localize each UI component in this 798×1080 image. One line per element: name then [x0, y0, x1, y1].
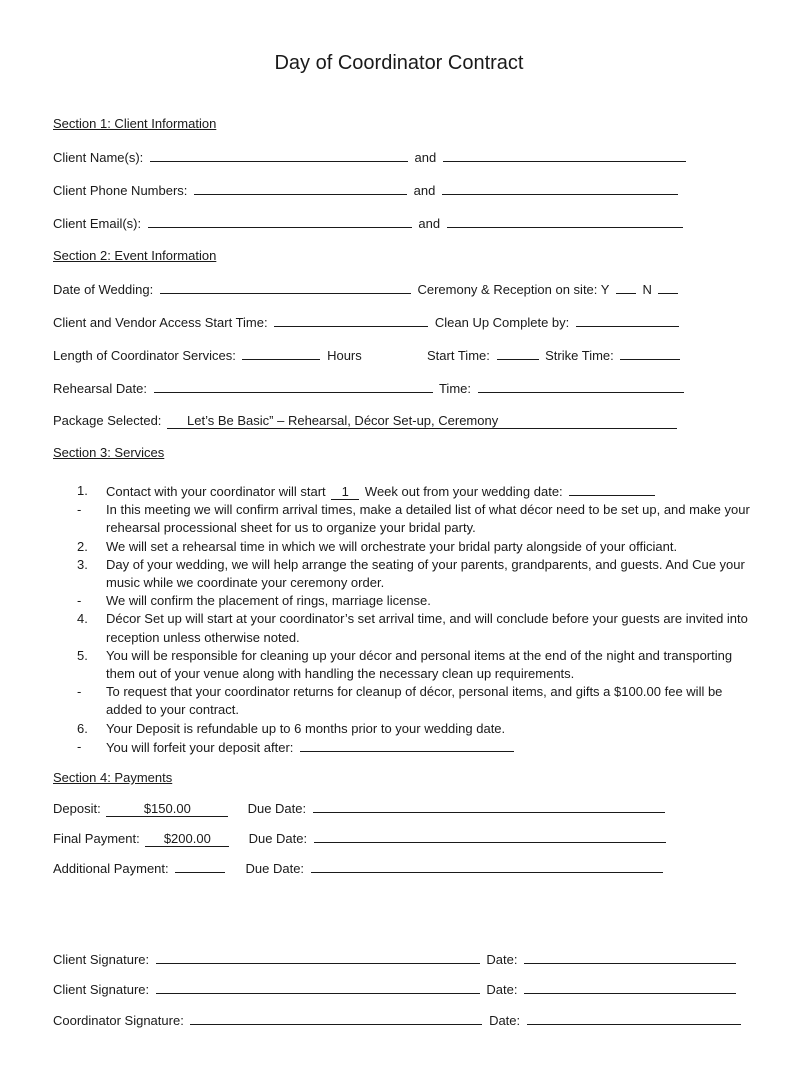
service-item: - We will confirm the placement of rings, marriage license.	[53, 592, 753, 610]
onsite-yes-field[interactable]	[616, 280, 636, 294]
date-label: Date:	[489, 1013, 521, 1028]
item-marker: 6.	[77, 720, 88, 736]
service-item: - In this meeting we will confirm arrival times, make a detailed list of what décor need to be set up, and make your rehearsal processional sheet for us to organize your bridal party.	[77, 502, 750, 536]
strike-time-label: Strike Time:	[545, 348, 614, 363]
date-label: Date:	[486, 982, 518, 997]
item-marker: -	[77, 738, 82, 754]
length-row	[53, 346, 683, 365]
cleanup-label: Clean Up Complete by:	[434, 315, 570, 330]
item-marker: -	[77, 502, 82, 518]
section4-heading: Section 4: Payments	[53, 770, 173, 785]
section3-heading: Section 3: Services	[53, 445, 165, 460]
wedding-date-field[interactable]	[160, 280, 411, 294]
item-marker: -	[77, 593, 82, 609]
final-due-date-field[interactable]	[314, 829, 666, 843]
package-row	[53, 412, 679, 430]
and-text: and	[414, 150, 437, 165]
section1-heading: Section 1: Client Information	[53, 116, 217, 131]
item-marker: 1.	[77, 483, 88, 498]
client-phones-label: Client Phone Numbers:	[53, 183, 188, 198]
rehearsal-time-label: Time:	[438, 381, 471, 396]
hours-label: Hours	[327, 348, 362, 363]
length-field[interactable]	[242, 346, 320, 360]
final-payment-row	[53, 829, 669, 848]
service-item: 5. You will be responsible for cleaning up your décor and personal items at the end of the night and transporting them out of your venue along with handling the necessary clean up requirements.	[77, 647, 733, 682]
client-phone-2-field[interactable]	[442, 181, 678, 195]
item-marker: -	[77, 684, 82, 700]
client-phones-row	[53, 181, 681, 200]
service-item: 2. We will set a rehearsal time in which we will orchestrate your bridal party alongside of your officiant.	[53, 538, 753, 556]
forfeit-date-field[interactable]	[300, 738, 514, 752]
onsite-label: Ceremony & Reception on site: Y	[417, 282, 610, 297]
deposit-row	[53, 799, 668, 818]
deposit-field[interactable]: $150.00	[106, 802, 228, 817]
client-signature-1-field[interactable]	[156, 950, 480, 964]
coordinator-signature-field[interactable]	[190, 1011, 482, 1025]
access-start-field[interactable]	[274, 313, 428, 327]
client-signature-row-2	[53, 980, 739, 999]
client-names-row	[53, 148, 689, 167]
rehearsal-row	[53, 379, 687, 398]
deposit-due-date-field[interactable]	[313, 799, 665, 813]
rehearsal-date-label: Rehearsal Date:	[53, 381, 147, 396]
and-text: and	[413, 183, 436, 198]
coordinator-signature-row	[53, 1011, 744, 1030]
service-item: 4. Décor Set up will start at your coordinator’s set arrival time, and will conclude before your guests are invited into reception unless otherwise noted.	[77, 611, 748, 645]
service-item: - You will forfeit your deposit after:	[53, 738, 753, 757]
due-date-label: Due Date:	[248, 831, 308, 846]
start-time-label: Start Time:	[427, 348, 490, 363]
item-marker: 4.	[77, 611, 88, 627]
and-text: and	[418, 216, 441, 231]
onsite-no-label: N	[642, 282, 652, 297]
access-start-label: Client and Vendor Access Start Time:	[53, 315, 268, 330]
item-marker: 2.	[77, 538, 88, 554]
cleanup-field[interactable]	[576, 313, 679, 327]
service-item: 3. Day of your wedding, we will help arrange the seating of your parents, grandparents, and guests. And Cue your music while we coordinate your ceremony order.	[77, 556, 745, 591]
contact-date-field[interactable]	[569, 482, 655, 496]
client-emails-label: Client Email(s):	[53, 216, 142, 231]
due-date-label: Due Date:	[247, 801, 307, 816]
date-label: Date:	[486, 952, 518, 967]
client-signature-2-field[interactable]	[156, 980, 480, 994]
client-signature-label: Client Signature:	[53, 982, 150, 997]
client-names-label: Client Name(s):	[53, 150, 144, 165]
client-phone-1-field[interactable]	[194, 181, 407, 195]
client-signature-row-1	[53, 950, 739, 969]
client-email-1-field[interactable]	[148, 214, 412, 228]
deposit-label: Deposit:	[53, 801, 101, 816]
coordinator-signature-date-field[interactable]	[527, 1011, 741, 1025]
services-list	[53, 482, 753, 757]
wedding-date-row	[53, 280, 681, 299]
additional-payment-field[interactable]	[175, 859, 225, 873]
item-marker: 3.	[77, 556, 88, 572]
client-signature-1-date-field[interactable]	[524, 950, 736, 964]
client-emails-row	[53, 214, 686, 233]
coordinator-signature-label: Coordinator Signature:	[53, 1013, 184, 1028]
client-name-1-field[interactable]	[150, 148, 408, 162]
onsite-no-field[interactable]	[658, 280, 678, 294]
strike-time-field[interactable]	[620, 346, 680, 360]
additional-due-date-field[interactable]	[311, 859, 663, 873]
service-item: 1. Contact with your coordinator will start 1 Week out from your wedding date:	[53, 482, 753, 501]
client-signature-2-date-field[interactable]	[524, 980, 736, 994]
package-field[interactable]: Let’s Be Basic” – Rehearsal, Décor Set-up, Ceremony	[167, 414, 677, 429]
additional-payment-label: Additional Payment:	[53, 861, 169, 876]
final-payment-label: Final Payment:	[53, 831, 140, 846]
section2-heading: Section 2: Event Information	[53, 248, 217, 263]
page-title: Day of Coordinator Contract	[274, 52, 524, 74]
client-signature-label: Client Signature:	[53, 952, 150, 967]
service-item: - To request that your coordinator returns for cleanup of décor, personal items, and gifts a $100.00 fee will be added to your contract.	[77, 684, 723, 718]
access-row	[53, 313, 682, 332]
due-date-label: Due Date:	[245, 861, 305, 876]
client-name-2-field[interactable]	[443, 148, 686, 162]
start-time-field[interactable]	[497, 346, 539, 360]
package-label: Package Selected:	[53, 413, 162, 428]
weeks-field[interactable]: 1	[331, 485, 359, 500]
additional-payment-row	[53, 859, 666, 878]
length-label: Length of Coordinator Services:	[53, 348, 236, 363]
final-payment-field[interactable]: $200.00	[145, 832, 229, 847]
wedding-date-label: Date of Wedding:	[53, 282, 154, 297]
service-item: 6. Your Deposit is refundable up to 6 months prior to your wedding date.	[53, 720, 753, 738]
rehearsal-date-field[interactable]	[154, 379, 433, 393]
client-email-2-field[interactable]	[447, 214, 683, 228]
rehearsal-time-field[interactable]	[478, 379, 684, 393]
item-marker: 5.	[77, 647, 88, 663]
